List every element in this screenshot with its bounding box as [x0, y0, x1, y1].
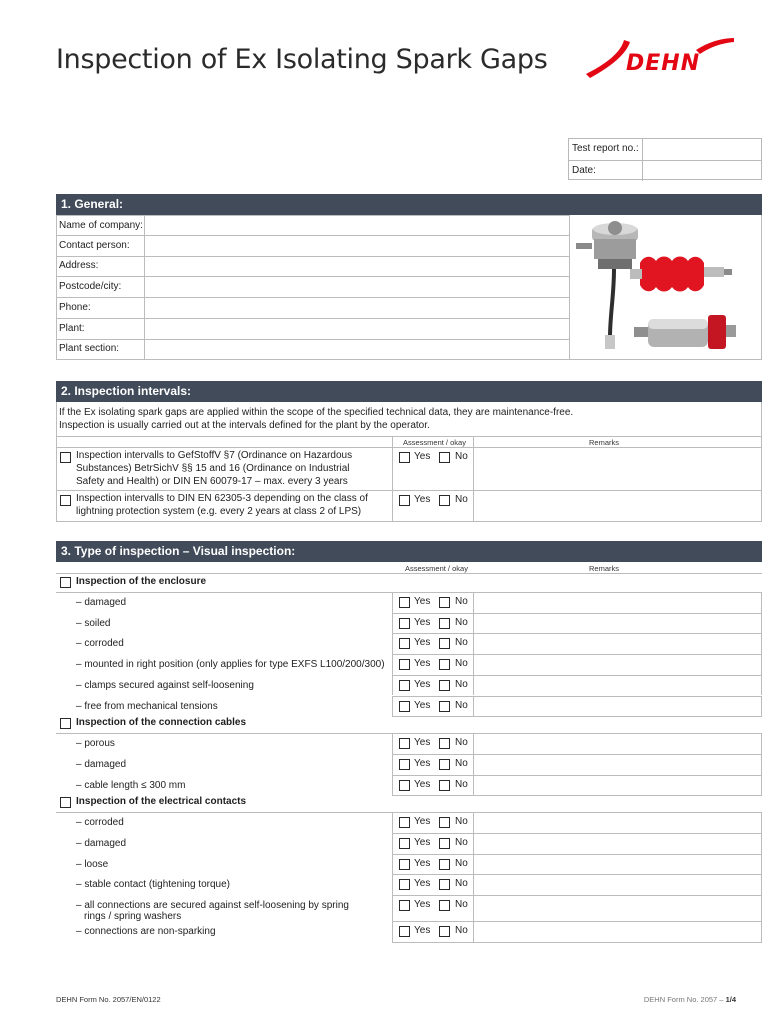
col-divider	[392, 733, 393, 754]
col-divider	[392, 613, 393, 634]
no-label: No	[455, 899, 468, 911]
test-report-box	[568, 138, 762, 180]
visual-header-divider	[56, 573, 762, 574]
col-divider	[761, 921, 762, 942]
interval-checkbox[interactable]	[60, 452, 71, 463]
yes-label: Yes	[414, 658, 431, 670]
inspection-item-label: – mounted in right position (only applies for type EXFS L100/200/300)	[76, 659, 385, 671]
yes-checkbox[interactable]	[399, 759, 410, 770]
no-label: No	[455, 878, 468, 890]
general-heading: 1. General:	[56, 194, 762, 215]
interval-checkbox[interactable]	[60, 495, 71, 506]
no-checkbox[interactable]	[439, 780, 450, 791]
inspection-item-label: – soiled	[76, 617, 111, 629]
test-report-label: Test report no.:	[572, 143, 639, 154]
inspection-item-label-wrap: rings / spring washers	[84, 911, 182, 923]
no-label: No	[455, 658, 468, 670]
group-checkbox[interactable]	[60, 718, 71, 729]
no-label: No	[455, 925, 468, 937]
date-label: Date:	[572, 165, 596, 176]
remarks-field[interactable]	[474, 676, 761, 695]
col-divider	[392, 895, 393, 921]
inspection-item-label: – stable contact (tightening torque)	[76, 879, 230, 891]
inspection-item-label: – clamps secured against self-loosening	[76, 679, 254, 691]
group-checkbox[interactable]	[60, 797, 71, 808]
visual-col-assessment: Assessment / okay	[405, 564, 468, 573]
general-row	[56, 298, 569, 319]
no-checkbox[interactable]	[439, 597, 450, 608]
yes-label: Yes	[414, 494, 431, 505]
assessment-yes-no	[399, 779, 474, 793]
no-label: No	[455, 494, 468, 505]
dehn-logo	[584, 34, 736, 80]
no-label: No	[455, 616, 468, 628]
visual-col-remarks: Remarks	[589, 564, 620, 573]
footer-page-prefix: DEHN Form No. 2057 –	[643, 995, 726, 1004]
inspection-item-label: – damaged	[76, 758, 127, 770]
yes-checkbox[interactable]	[399, 780, 410, 791]
intervals-row-divider	[56, 490, 762, 491]
inspection-item-label: – damaged	[76, 838, 127, 849]
intervals-divider	[56, 436, 762, 437]
general-field-input[interactable]	[144, 256, 569, 276]
col-divider	[761, 613, 762, 634]
col-divider	[392, 754, 393, 775]
general-field-label: Plant section:	[59, 343, 120, 355]
group-title: Inspection of the electrical contacts	[76, 796, 247, 808]
no-checkbox[interactable]	[439, 495, 450, 506]
remarks-field[interactable]	[474, 813, 761, 832]
col-divider	[761, 654, 762, 675]
yes-label: Yes	[414, 678, 431, 690]
footer-form-number: DEHN Form No. 2057/EN/0122	[56, 995, 161, 1004]
group-title: Inspection of the connection cables	[76, 717, 247, 729]
row-divider	[392, 795, 762, 796]
group-checkbox[interactable]	[60, 577, 71, 588]
yes-label: Yes	[414, 816, 431, 828]
col-divider	[392, 592, 393, 613]
spark-gap-products-image	[570, 215, 761, 360]
inspection-item-label: – all connections are secured against self-loosening by spring	[76, 900, 349, 912]
general-field-label: Contact person:	[59, 239, 130, 251]
assessment-yes-no	[399, 925, 474, 939]
no-label: No	[455, 596, 468, 607]
footer-page-number: 1/4	[725, 995, 736, 1004]
remarks-field[interactable]	[474, 614, 761, 633]
col-divider	[392, 854, 393, 875]
assessment-yes-no	[399, 451, 474, 465]
no-label: No	[455, 678, 468, 690]
assessment-yes-no	[399, 878, 474, 892]
yes-checkbox[interactable]	[399, 879, 410, 890]
intervals-col-divider-1	[392, 436, 393, 522]
col-divider	[761, 592, 762, 613]
no-checkbox[interactable]	[439, 738, 450, 749]
remarks-field[interactable]	[474, 922, 761, 941]
inspection-item-label: – damaged	[76, 597, 127, 608]
page-title: Inspection of Ex Isolating Spark Gaps	[56, 44, 548, 75]
assessment-yes-no	[399, 858, 474, 872]
yes-label: Yes	[414, 699, 431, 711]
general-row	[56, 215, 569, 236]
intervals-col-divider-2	[473, 436, 474, 522]
assessment-yes-no	[399, 816, 474, 830]
product-image-panel	[569, 215, 762, 360]
remarks-field[interactable]	[474, 855, 761, 874]
assessment-yes-no	[399, 596, 474, 610]
interval-item-text: Substances) BetrSichV §§ 15 and 16 (Ordinance on Industrial	[76, 463, 350, 474]
general-field-input[interactable]	[144, 277, 569, 297]
assessment-yes-no	[399, 637, 474, 651]
yes-checkbox[interactable]	[399, 859, 410, 870]
general-field-label: Address:	[59, 260, 99, 272]
remarks-field[interactable]	[474, 875, 761, 894]
yes-label: Yes	[414, 451, 431, 462]
no-label: No	[455, 737, 468, 749]
date-field[interactable]	[642, 161, 761, 181]
yes-label: Yes	[414, 616, 431, 628]
yes-label: Yes	[414, 878, 431, 890]
inspection-item-label: – free from mechanical tensions	[76, 700, 218, 712]
visual-heading: 3. Type of inspection – Visual inspection:	[56, 541, 762, 562]
assessment-yes-no	[399, 658, 474, 672]
yes-checkbox[interactable]	[399, 900, 410, 911]
col-divider	[761, 733, 762, 754]
no-label: No	[455, 637, 468, 649]
no-label: No	[455, 816, 468, 828]
remarks-field[interactable]	[474, 896, 761, 920]
no-label: No	[455, 699, 468, 711]
general-row	[56, 277, 569, 298]
no-label: No	[455, 451, 468, 462]
yes-checkbox[interactable]	[399, 638, 410, 649]
inspection-item-label: – cable length ≤ 300 mm	[76, 779, 186, 791]
no-label: No	[455, 857, 468, 869]
assessment-yes-no	[399, 737, 474, 751]
general-row	[56, 256, 569, 277]
inspection-item-label: – loose	[76, 858, 109, 870]
yes-label: Yes	[414, 925, 431, 937]
assessment-yes-no	[399, 758, 474, 772]
test-report-field[interactable]	[642, 139, 761, 160]
remarks-field[interactable]	[474, 734, 761, 753]
no-checkbox[interactable]	[439, 926, 450, 937]
no-label: No	[455, 757, 468, 769]
col-divider	[392, 654, 393, 675]
no-checkbox[interactable]	[439, 900, 450, 911]
general-field-label: Phone:	[59, 301, 91, 313]
no-label: No	[455, 778, 468, 790]
assessment-yes-no	[399, 494, 474, 508]
remarks-field[interactable]	[474, 834, 761, 853]
yes-label: Yes	[414, 637, 431, 649]
intervals-col-assessment: Assessment / okay	[403, 438, 466, 447]
yes-label: Yes	[414, 737, 431, 749]
remarks-field[interactable]	[474, 755, 761, 774]
no-checkbox[interactable]	[439, 680, 450, 691]
remarks-field[interactable]	[474, 776, 761, 795]
yes-label: Yes	[414, 596, 431, 607]
interval-item-text: lightning protection system (e.g. every 2 years at class 2 of LPS)	[76, 506, 362, 517]
general-field-label: Name of company:	[59, 220, 143, 231]
remarks-field[interactable]	[474, 655, 761, 674]
col-divider	[761, 675, 762, 696]
col-divider	[392, 833, 393, 854]
yes-label: Yes	[414, 757, 431, 769]
inspection-item-label: – porous	[76, 738, 115, 750]
row-divider	[392, 716, 762, 717]
col-divider	[761, 696, 762, 717]
remarks-field[interactable]	[474, 697, 761, 716]
yes-label: Yes	[414, 837, 431, 848]
group-title: Inspection of the enclosure	[76, 576, 207, 587]
col-divider	[392, 775, 393, 796]
yes-checkbox[interactable]	[399, 597, 410, 608]
remarks-field[interactable]	[474, 634, 761, 653]
general-row	[56, 236, 569, 257]
no-checkbox[interactable]	[439, 638, 450, 649]
assessment-yes-no	[399, 837, 474, 851]
col-divider	[761, 775, 762, 796]
no-checkbox[interactable]	[439, 701, 450, 712]
inspection-item-label: – connections are non-sparking	[76, 926, 216, 938]
col-divider	[761, 833, 762, 854]
yes-checkbox[interactable]	[399, 926, 410, 937]
general-field-input[interactable]	[144, 339, 569, 359]
col-divider	[761, 854, 762, 875]
col-divider	[392, 675, 393, 696]
general-field-label: Plant:	[59, 322, 85, 334]
yes-checkbox[interactable]	[399, 701, 410, 712]
col-divider	[761, 812, 762, 833]
yes-checkbox[interactable]	[399, 659, 410, 670]
inspection-item-label: – corroded	[76, 817, 124, 829]
no-checkbox[interactable]	[439, 817, 450, 828]
general-field-input[interactable]	[144, 236, 569, 256]
general-field-input[interactable]	[144, 298, 569, 318]
intervals-intro-line-1: If the Ex isolating spark gaps are applied within the scope of the specified technical data, they are maintenance-free.	[59, 407, 574, 418]
col-divider	[761, 895, 762, 921]
general-field-input[interactable]	[144, 216, 569, 235]
no-checkbox[interactable]	[439, 618, 450, 629]
yes-checkbox[interactable]	[399, 838, 410, 849]
no-checkbox[interactable]	[439, 452, 450, 463]
yes-checkbox[interactable]	[399, 738, 410, 749]
assessment-yes-no	[399, 617, 474, 631]
col-divider	[761, 874, 762, 895]
assessment-yes-no	[399, 700, 474, 714]
interval-item-text: Inspection intervalls to GefStoffV §7 (Ordinance on Hazardous	[76, 450, 353, 461]
inspection-item-label: – corroded	[76, 638, 124, 650]
assessment-yes-no	[399, 679, 474, 693]
yes-checkbox[interactable]	[399, 618, 410, 629]
intervals-header-divider	[56, 447, 762, 448]
interval-item-text: Inspection intervalls to DIN EN 62305-3 depending on the class of	[76, 493, 368, 504]
yes-checkbox[interactable]	[399, 495, 410, 506]
remarks-field[interactable]	[474, 593, 761, 612]
col-divider	[392, 812, 393, 833]
col-divider	[761, 633, 762, 654]
svg-text:DEHN: DEHN	[626, 51, 701, 76]
col-divider	[392, 921, 393, 942]
intervals-heading: 2. Inspection intervals:	[56, 381, 762, 402]
yes-checkbox[interactable]	[399, 452, 410, 463]
interval-item-text: Safety and Health) or DIN EN 60079-17 – max. every 3 years	[76, 476, 348, 487]
no-label: No	[455, 837, 468, 848]
col-divider	[392, 874, 393, 895]
assessment-yes-no	[399, 899, 474, 913]
col-divider	[761, 754, 762, 775]
general-left-border	[56, 215, 57, 360]
yes-checkbox[interactable]	[399, 680, 410, 691]
no-checkbox[interactable]	[439, 879, 450, 890]
yes-label: Yes	[414, 899, 431, 911]
intervals-intro-line-2: Inspection is usually carried out at the intervals defined for the plant by the operator.	[59, 420, 430, 431]
general-row	[56, 339, 569, 360]
general-field-input[interactable]	[144, 319, 569, 339]
no-checkbox[interactable]	[439, 759, 450, 770]
col-divider	[392, 696, 393, 717]
general-row	[56, 319, 569, 340]
general-field-label: Postcode/city:	[59, 281, 122, 293]
footer-page-info	[644, 995, 736, 1004]
no-checkbox[interactable]	[439, 838, 450, 849]
col-divider	[392, 633, 393, 654]
yes-label: Yes	[414, 778, 431, 790]
yes-checkbox[interactable]	[399, 817, 410, 828]
no-checkbox[interactable]	[439, 659, 450, 670]
row-divider	[392, 942, 762, 943]
yes-label: Yes	[414, 857, 431, 869]
no-checkbox[interactable]	[439, 859, 450, 870]
intervals-col-remarks: Remarks	[589, 438, 620, 447]
